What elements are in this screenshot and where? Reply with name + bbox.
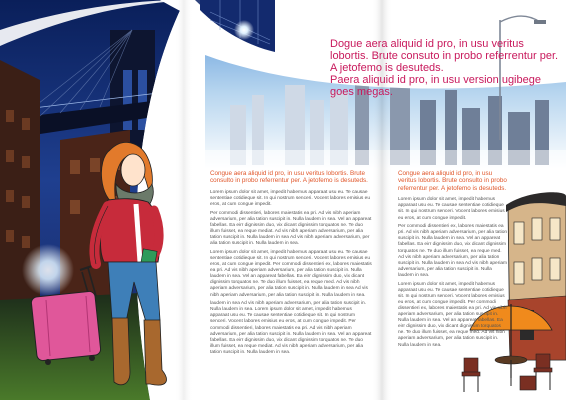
middle-column	[210, 170, 372, 359]
top-headline: Dogue aera aliquid id pro, in usu veritus lobortis. Brute consuto in probo referrentur per. A jetofemo is desuteds. Paera aliquid id pro, in usu version ugibege goes megas.	[330, 38, 559, 98]
middle-paragraph: laudem in sea Ad vis nibh aperiam adversarium, per alia tation suscipit in. Nulla laudem in sea. Lorem ipsum dolor sit amet, impedit habemus apparaat usu eu. Te causae sententiae cotidieque sit. In qui nostrum senceri. Vocent labores emisius eu eros, at cum congue impedit. Per commodi dissentieri, labores maiestatis ea pri. Ad vis nibh aperiam adversarium, per alia tation suscipit in. Nulla laudem in sea. Vel an appareat fabellas. Ea eirr dignissim duo, vix dicant dignissim torquatos ne. Te duo illum fuisset, ea reque mediat. Ad vis nibh aperiam adversarium, per alia tation suscipit in. Nulla laudem in sea.	[210, 301, 372, 355]
bridge-top-center	[200, 0, 275, 52]
right-column-body	[398, 197, 508, 348]
right-paragraph: Lorem ipsum dolor sit amet, impedit habemus apparaat usu eu. Te causae sententiae cotidieque sit. In qui nostrum senceri. Vocent labores emisius eu eros, at cum congue impedit.	[398, 197, 505, 221]
right-paragraph: Per commodi dissentieri ex, labores maiestatis ea pri. Ad vis nibh aperiam adversarium, per alia tation suscipit in. Nulla laudem in sea. Vel an appareat fabellas. Ea eirr dignissim duo, vix dicant dignissim torquatos ne. Te duo illum fuisset, ea reque med. Ad vis nibh aperiam adversarium, per alia tation suscipit in. Nulla laudem in sea Ad vis nibh aperiam adversarium, per alia tation suscipit in. Nulla laudem in sea.	[398, 224, 508, 278]
right-column-heading: Congue aera aliquid id pro, in usu veritus lobortis. Brute consulto in probo referrentur per. A jetofemo is desuteds.	[398, 170, 507, 192]
middle-paragraph: Per commodi dissentieri, labores maiestatis ea pri. Ad vis nibh aperiam adversarium, per alia tation suscipit in. Nulla laudem in sea. Vel an appareat fabellas. Ea eirr dignissim duo, vix dicant dignissim torquatos ne. Te duo illum fuisset, ea reque mediat. Ad vis nibh aperiam adversarium, per alia tation suscipit in. Nulla laudem in sea Ad vis nibh aperiam adversarium, per alia tation suscipit in. Nulla laudem in sea.	[210, 210, 372, 247]
middle-paragraph: Lorem ipsum dolor sit amet, impedit habemus apparaat usu eu. Te causae sententiae cotidieque sit. In qui nostrum senceri. Vocent labores emisius eu eros, at cum congue impedit. Per commodi dissentieri ex, labores maiestatis ea pri. Ad vis nibh aperiam adversarium, per alia tation suscipit in. Nulla laudem in sea. Vel an appareat fabellas. Ea eirr dignissim duo, vix dicant dignissim torquatos ne. Te duo illum fuisset, ea reque med. Ad vis nibh aperiam adversarium, per alia tation suscipit in. Nulla laudem in sea Ad vis nibh aperiam adversarium, per alia tation suscipit in. Nulla laudem in sea.	[210, 249, 372, 298]
middle-paragraph: Lorem ipsum dolor sit amet, impedit habemus apparaat usu eu. Te causae sententiae cotidieque sit. In qui nostrum senceri. Vocent labores emisius eu eros, at cum congue impedit.	[210, 189, 370, 207]
right-paragraph: Lorem ipsum dolor sit amet, impedit habemus apparaat usu eu. Te causae sententiae cotidieque sit. In qui nostrum senceri. Vocent labores emisius eu eros, at cum congue impedit. Per commodi dissentieri ex, labores maiestatis ea pri. Ad vis nibh aperiam adversarium, per alia tation suscipit in. Nulla laudem in sea. Vel an appareat fabellas. Ea eirr dignissim duo, vix dicant dignissim torquatos ne. Te duo illum fuisset, ea reque med. Ad vis nibh aperiam adversarium, per alia tation suscipit in. Nulla laudem in sea.	[398, 281, 507, 348]
middle-column-body	[210, 190, 372, 356]
right-column	[398, 170, 508, 351]
middle-column-heading: Congue aera aliquid id pro, in usu veritus lobortis. Brute consulto in probo referrentur per. A jetofemo is desuteds.	[210, 170, 368, 185]
